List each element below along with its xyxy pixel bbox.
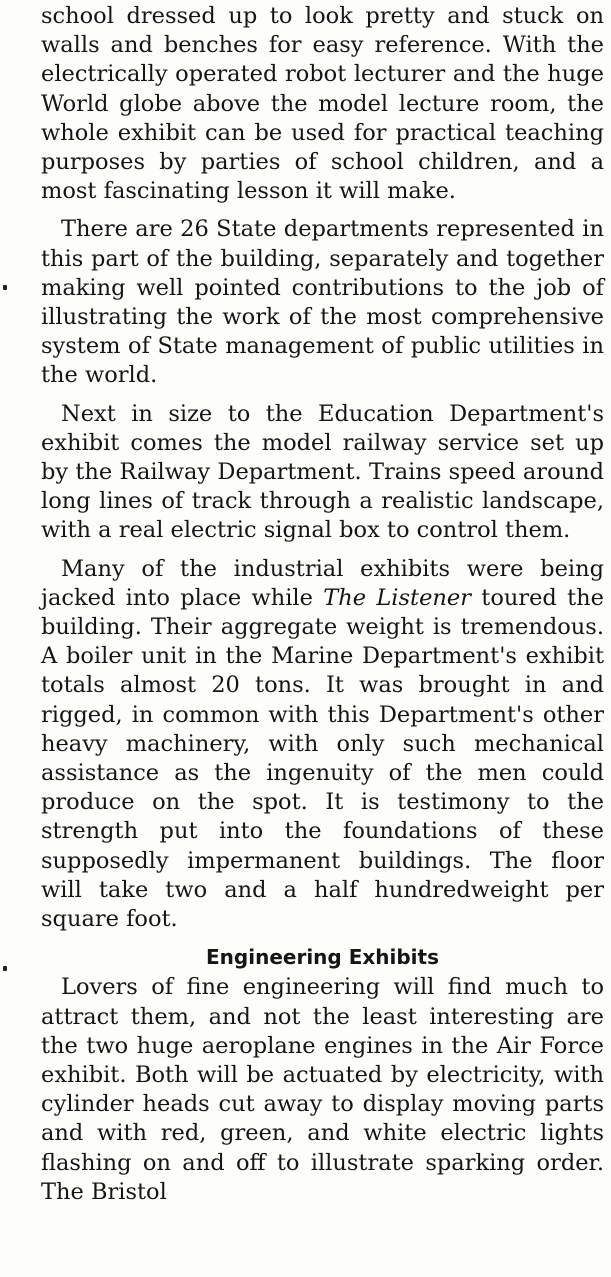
paragraph-text-before-italic: Many of the industrial exhibits were being jacked into place while [41, 555, 604, 611]
section-heading: Engineering Exhibits [206, 945, 439, 970]
article-column [41, 2, 604, 1216]
publication-name-italic: The Listener [323, 584, 471, 611]
paragraph-education-exhibit: school dressed up to look pretty and stuck on walls and benches for easy reference. With the electrically operated robot lecturer and the huge World globe above the model lecture room, the whole exhibit can be used for practical teaching purposes by parties of school children, and a most fascinating lesson it will make. [41, 3, 604, 205]
paragraph-state-departments: There are 26 State departments represented in this part of the building, separately and together making well pointed contributions to the job of illustrating the work of the most comprehensive system of State management of public utilities in the world. [41, 216, 604, 389]
paragraph-text-after-italic: toured the building. Their aggregate weight is tremendous. A boiler unit in the Marine Department's exhibit totals almost 20 tons. It was brought in and rigged, in common with this Department's other heavy machinery, with only such mechanical assistance as the ingenuity of the men could produce on the spot. It is testimony to the strength put into the foundations of these supposedly impermanent buildings. The floor will take two and a half hundredweight per square foot. [41, 584, 604, 933]
margin-mark [3, 966, 7, 971]
paragraph-industrial-exhibits [41, 555, 604, 935]
paragraph-engineering-exhibits: Lovers of fine engineering will find much to attract them, and not the least interesting are the two huge aeroplane engines in the Air Force exhibit. Both will be actuated by electricity, with cylinder heads cut away to display moving parts and with red, green, and white electric lights flashing on and off to illustrate sparking order. The Bristol [41, 974, 604, 1205]
paragraph-railway-exhibit: Next in size to the Education Department's exhibit comes the model railway service set up by the Railway Department. Trains speed around long lines of track through a realistic landscape, with a real electric signal box to control them. [41, 400, 604, 544]
margin-mark [3, 285, 7, 290]
